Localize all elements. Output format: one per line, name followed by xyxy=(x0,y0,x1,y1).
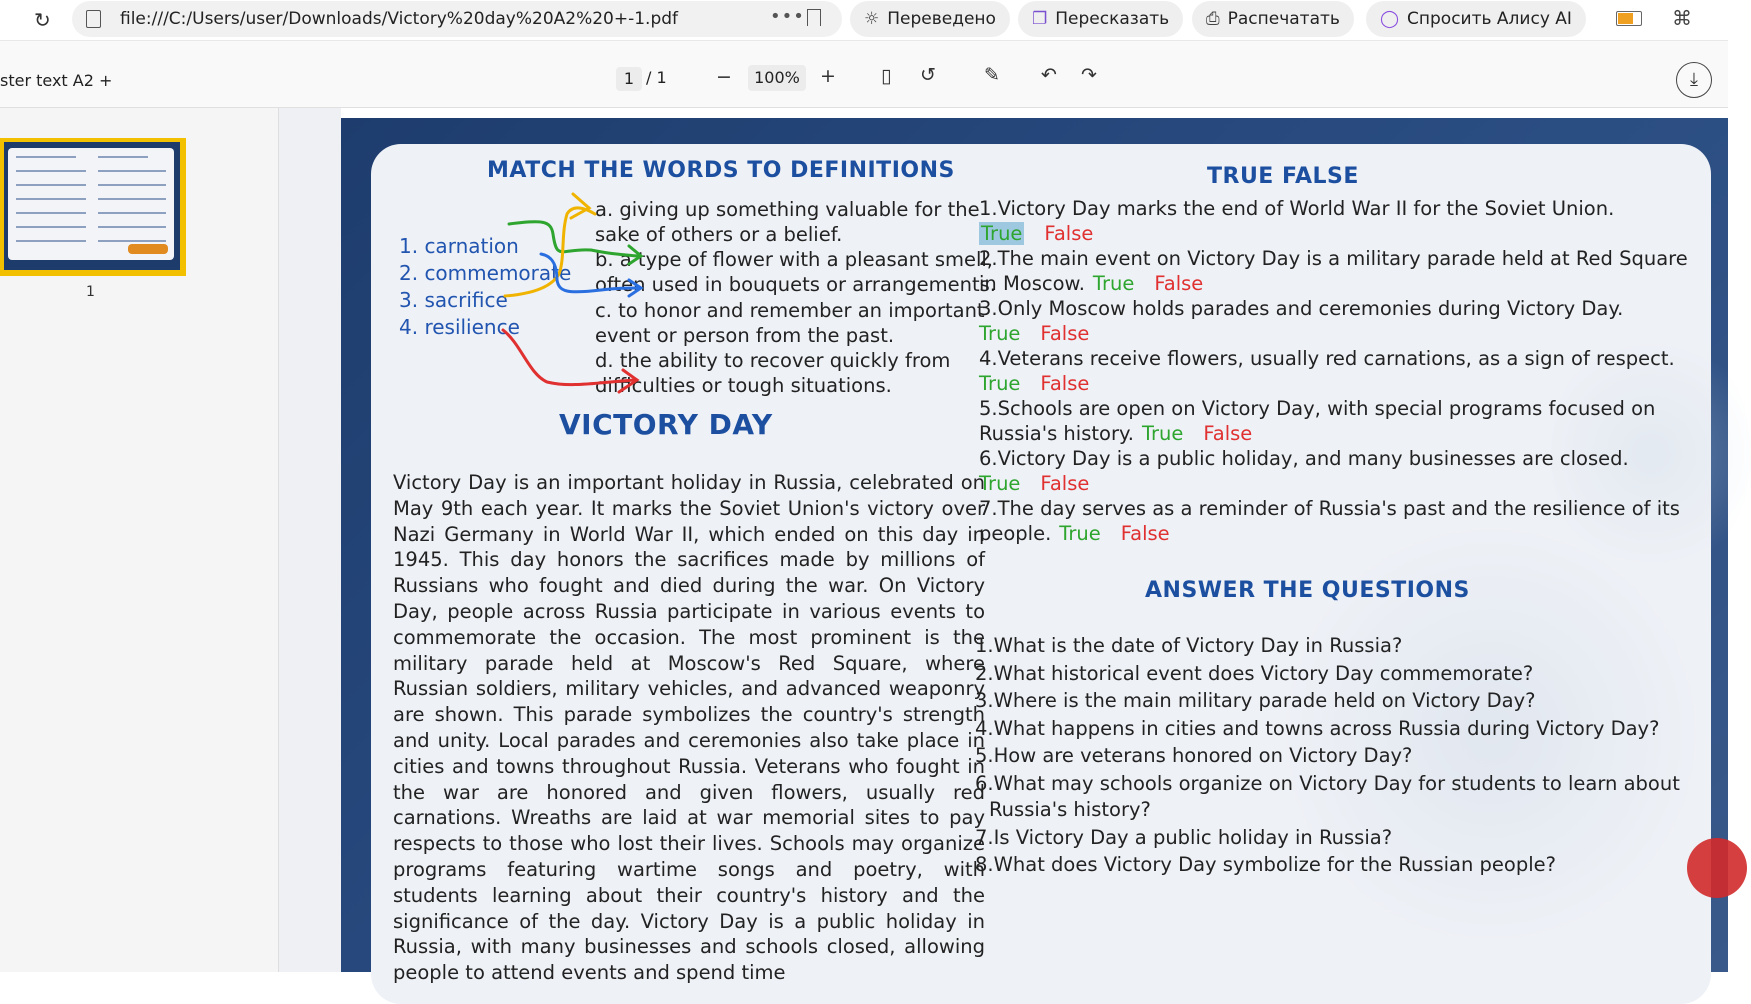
definition-line: d. the ability to recover quickly from xyxy=(595,349,951,372)
definition-line: sake of others or a belief. xyxy=(595,223,843,246)
extensions-icon[interactable]: ⌘ xyxy=(1672,6,1692,30)
tf-answer-1 xyxy=(979,222,1093,245)
definition-line: event or person from the past. xyxy=(595,324,895,347)
zoom-in-icon[interactable]: + xyxy=(820,65,836,87)
true-option[interactable]: True xyxy=(979,322,1021,345)
question-item: Russia's history? xyxy=(989,798,1151,821)
true-option[interactable]: True xyxy=(1059,522,1101,545)
summarize-label: Пересказать xyxy=(1055,9,1170,29)
tf-statement-5: 5.Schools are open on Victory Day, with special programs focused on xyxy=(979,397,1656,420)
tf-answer-7: people. True False xyxy=(979,522,1170,545)
question-item: 4.What happens in cities and towns across Russia during Victory Day? xyxy=(975,717,1660,740)
false-option[interactable]: False xyxy=(1120,522,1170,545)
url-text[interactable]: file:///C:/Users/user/Downloads/Victory%20day%20A2%20+-1.pdf xyxy=(120,9,679,29)
translated-label: Переведено xyxy=(887,9,996,29)
print-label: Распечатать xyxy=(1227,9,1340,29)
word-item: 2. commemorate xyxy=(399,261,572,285)
false-option[interactable]: False xyxy=(1154,272,1204,295)
question-item: 1.What is the date of Victory Day in Russia? xyxy=(975,634,1403,657)
worksheet-paper xyxy=(371,144,1711,1004)
thumbnail-sidebar xyxy=(0,108,279,972)
question-item: 8.What does Victory Day symbolize for the Russian people? xyxy=(975,853,1556,876)
false-option[interactable]: False xyxy=(1040,472,1090,495)
definition-line: c. to honor and remember an important xyxy=(595,299,985,322)
document-icon xyxy=(86,10,101,28)
summarize-icon: ❐ xyxy=(1032,9,1048,29)
fit-page-icon[interactable]: ▯ xyxy=(881,65,892,87)
match-title: MATCH THE WORDS TO DEFINITIONS xyxy=(487,158,955,183)
document-title: ster text A2 + xyxy=(0,71,113,90)
false-option[interactable]: False xyxy=(1044,222,1094,245)
page-thumbnail[interactable] xyxy=(0,138,186,276)
pdf-toolbar xyxy=(0,41,1728,108)
question-item: 7.Is Victory Day a public holiday in Russia? xyxy=(975,826,1393,849)
victory-day-title: VICTORY DAY xyxy=(559,408,773,441)
true-option[interactable]: True xyxy=(1092,272,1135,295)
tf-answer-6 xyxy=(979,472,1089,495)
definition-line: difficulties or tough situations. xyxy=(595,374,892,397)
print-button[interactable] xyxy=(1192,1,1354,37)
question-item: 2.What historical event does Victory Day commemorate? xyxy=(975,662,1534,685)
tf-answer-4 xyxy=(979,372,1089,395)
word-item: 1. carnation xyxy=(399,234,519,258)
refresh-icon[interactable]: ↻ xyxy=(34,8,51,32)
definition-line: a. giving up something valuable for the xyxy=(595,198,980,221)
question-item: 6.What may schools organize on Victory Day for students to learn about xyxy=(975,772,1680,795)
carnation-decoration xyxy=(1687,838,1747,898)
word-item: 3. sacrifice xyxy=(399,288,508,312)
true-false-title: TRUE FALSE xyxy=(1207,164,1359,189)
thumbnail-page-number: 1 xyxy=(86,284,95,300)
tf-statement-2: 2.The main event on Victory Day is a military parade held at Red Square xyxy=(979,247,1688,270)
viewer-gutter xyxy=(279,108,341,972)
true-option[interactable]: True xyxy=(979,472,1021,495)
pdf-page xyxy=(341,118,1728,985)
redo-icon[interactable]: ↷ xyxy=(1081,64,1097,86)
question-item: 3.Where is the main military parade held on Victory Day? xyxy=(975,689,1536,712)
bookmark-icon[interactable] xyxy=(807,9,821,26)
ask-alice-label: Спросить Алису AI xyxy=(1407,9,1572,29)
true-option[interactable]: True xyxy=(979,372,1021,395)
tf-statement-3: 3.Only Moscow holds parades and ceremonies during Victory Day. xyxy=(979,297,1624,320)
draw-icon[interactable]: ✎ xyxy=(984,64,1000,86)
more-icon[interactable]: ••• xyxy=(770,6,805,27)
definition-line: b. a type of flower with a pleasant smell, xyxy=(595,248,994,271)
matching-arrows xyxy=(491,184,661,404)
victory-day-paragraph: Victory Day is an important holiday in Russia, celebrated on May 9th each year. It marks the Soviet Union's victory over Nazi Germany in World War II, which ended on this day in 1945. This day honors the sacrifices made by millions of Russians who fought and died during the war. On Victory Day, people across Russia participate in various events to commemorate the occasion. The most prominent is the military parade held at Moscow's Red Square, where Russian soldiers, military vehicles, and advanced weaponry are shown. This parade symbolizes the country's strength and unity. Local parades and ceremonies also take place in cities and towns throughout Russia. Veterans who fought in the war are honored and given flowers, usually red carnations. Wreaths are laid at war memorial sites to pay respects to those who lost their lives. Schools may organize programs featuring wartime songs and poetry, with students learning about their country's history and the significance of the day. Victory Day is a public holiday in Russia, with many businesses and schools closed, allowing people to attend events and spend time xyxy=(393,471,985,985)
alice-icon: ◯ xyxy=(1380,9,1400,29)
rotate-icon[interactable]: ↺ xyxy=(920,64,936,86)
tf-statement-1: 1.Victory Day marks the end of World War II for the Soviet Union. xyxy=(979,197,1615,220)
tf-statement-7: 7.The day serves as a reminder of Russia's past and the resilience of its xyxy=(979,497,1680,520)
summarize-button[interactable] xyxy=(1018,1,1183,37)
definition-line: often used in bouquets or arrangements. xyxy=(595,273,996,296)
address-bar[interactable] xyxy=(72,1,842,37)
true-option[interactable]: True xyxy=(1141,422,1184,445)
word-item: 4. resilience xyxy=(399,315,520,339)
translated-button[interactable] xyxy=(850,1,1010,37)
page-total: / 1 xyxy=(646,68,667,87)
tf-answer-3 xyxy=(979,322,1089,345)
tf-statement-6: 6.Victory Day is a public holiday, and many businesses are closed. xyxy=(979,447,1629,470)
questions-title: ANSWER THE QUESTIONS xyxy=(1145,578,1470,603)
tf-answer-2: in Moscow. True False xyxy=(979,272,1204,295)
tf-statement-4: 4.Veterans receive flowers, usually red carnations, as a sign of respect. xyxy=(979,347,1675,370)
undo-icon[interactable]: ↶ xyxy=(1041,64,1057,86)
printer-icon: ⎙ xyxy=(1206,9,1220,29)
browser-toolbar xyxy=(0,0,1728,41)
tf-answer-5: Russia's history. True False xyxy=(979,422,1253,445)
false-option[interactable]: False xyxy=(1040,372,1090,395)
zoom-out-icon[interactable]: − xyxy=(716,66,732,88)
ask-alice-button[interactable] xyxy=(1366,1,1586,37)
page-number-input[interactable]: 1 xyxy=(616,67,642,91)
false-option[interactable]: False xyxy=(1203,422,1253,445)
question-item: 5.How are veterans honored on Victory Day? xyxy=(975,744,1413,767)
true-option[interactable]: True xyxy=(981,222,1023,245)
battery-icon xyxy=(1616,11,1642,26)
translate-icon: ☼ xyxy=(864,9,880,29)
download-icon[interactable]: ⤓ xyxy=(1676,62,1712,98)
zoom-level[interactable]: 100% xyxy=(748,65,806,91)
false-option[interactable]: False xyxy=(1040,322,1090,345)
